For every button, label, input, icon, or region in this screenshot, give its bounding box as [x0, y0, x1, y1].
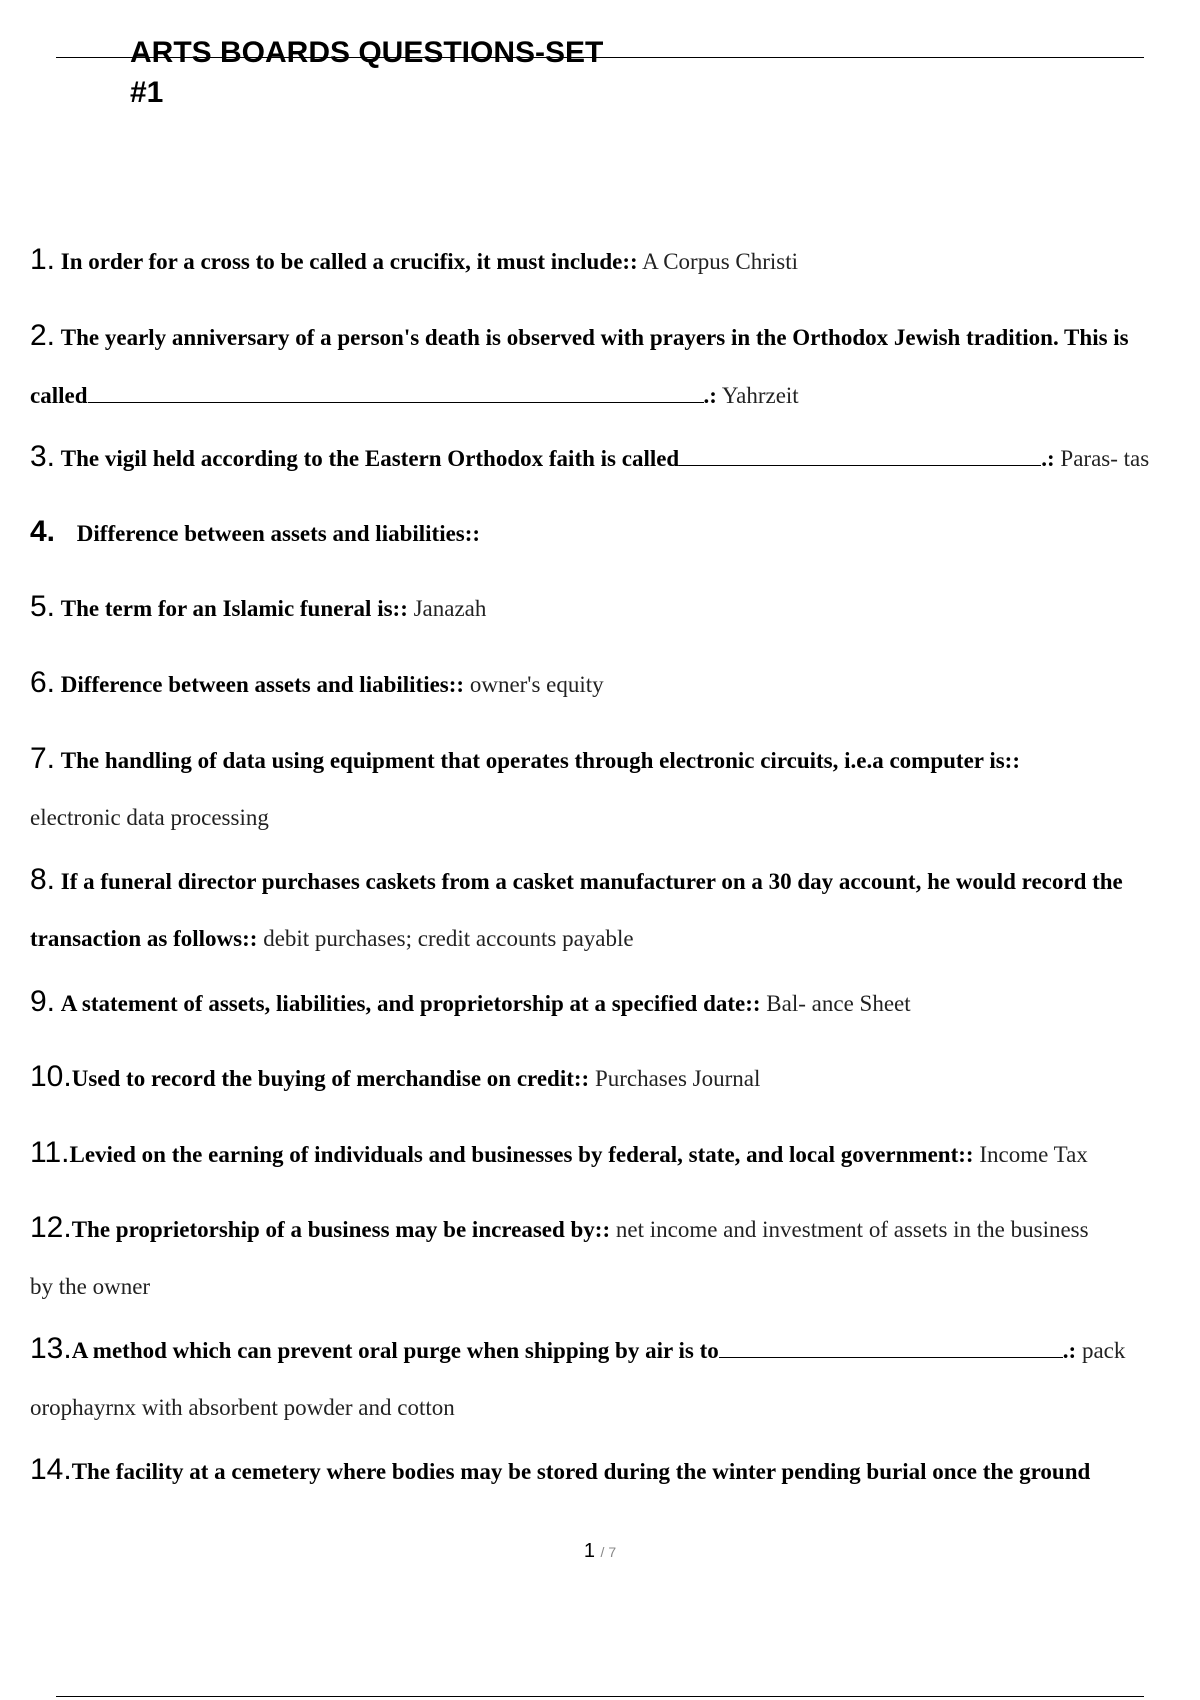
question-13-continuation [30, 1393, 455, 1423]
question-text: The term for an Islamic funeral is:: [60, 596, 408, 621]
question-6 [30, 668, 1190, 700]
answer-text: electronic data processing [30, 805, 269, 830]
bottom-rule [56, 1696, 1144, 1697]
current-page: 1 [583, 1540, 595, 1562]
question-1 [30, 245, 1190, 277]
question-text: Used to record the buying of merchandise on credit:: [71, 1066, 590, 1091]
answer-text: debit purchases; credit accounts payable [263, 926, 634, 951]
question-text: Difference between assets and liabilities:: [76, 521, 481, 546]
question-text: If a funeral director purchases caskets from a casket manufacturer on a 30 day account, he would record the [60, 869, 1123, 894]
question-text: The yearly anniversary of a person's death is observed with prayers in the Orthodox Jewish tradition. This is [60, 325, 1129, 350]
title-line1: ARTS BOARDS QUESTIONS-SET [130, 36, 604, 69]
page-title [130, 33, 603, 113]
answer-text: A Corpus Christi [642, 249, 799, 274]
question-number: 12. [30, 1211, 72, 1244]
total-pages: / 7 [600, 1544, 617, 1560]
title-line2: #1 [130, 76, 164, 109]
question-8-continuation [30, 924, 634, 954]
question-number: 10. [30, 1060, 72, 1093]
question-text: A method which can prevent oral purge when shipping by air is to [71, 1338, 719, 1363]
answer-text: owner's equity [469, 672, 604, 697]
page-indicator [0, 1540, 1200, 1563]
question-number: 1. [30, 243, 56, 276]
answer-blank [88, 384, 704, 403]
answer-text: Paras- tas [1060, 446, 1150, 471]
question-text: A statement of assets, liabilities, and proprietorship at a specified date:: [60, 991, 761, 1016]
question-number: 3. [30, 440, 56, 473]
question-number: 7. [30, 742, 56, 775]
answer-text: pack [1081, 1338, 1126, 1363]
answer-text-cont: orophayrnx with absorbent powder and cotton [30, 1395, 455, 1420]
question-10 [30, 1062, 1190, 1094]
question-12 [30, 1213, 1190, 1245]
answer-text: Bal- ance Sheet [766, 991, 911, 1016]
question-text: The facility at a cemetery where bodies may be stored during the winter pending burial once the ground [71, 1459, 1091, 1484]
question-number: 13. [30, 1332, 72, 1365]
question-8 [30, 865, 1190, 897]
question-text-cont: called [30, 383, 88, 408]
answer-text: Income Tax [979, 1142, 1088, 1167]
answer-suffix: .: [1041, 446, 1055, 471]
question-text: Levied on the earning of individuals and businesses by federal, state, and local government:: [69, 1142, 974, 1167]
question-text: The proprietorship of a business may be increased by:: [71, 1217, 611, 1242]
answer-blank [719, 1339, 1063, 1358]
question-7-continuation [30, 803, 269, 833]
question-5 [30, 592, 1190, 624]
question-9 [30, 987, 1190, 1019]
question-number: 5. [30, 590, 56, 623]
question-text: The vigil held according to the Eastern Orthodox faith is called [60, 446, 680, 471]
answer-text: Janazah [413, 596, 487, 621]
question-11 [30, 1138, 1190, 1170]
question-number: 14. [30, 1453, 72, 1486]
question-text: Difference between assets and liabilities:: [60, 672, 465, 697]
answer-text-cont: by the owner [30, 1274, 151, 1299]
question-text-cont: transaction as follows:: [30, 926, 258, 951]
answer-text: net income and investment of assets in the business [615, 1217, 1089, 1242]
question-number: 11. [30, 1136, 70, 1169]
question-12-continuation [30, 1272, 150, 1302]
question-7 [30, 744, 1190, 776]
question-number: 4. [30, 515, 56, 548]
question-number: 9. [30, 985, 56, 1018]
question-2 [30, 321, 1190, 353]
answer-text: Yahrzeit [721, 383, 799, 408]
question-text: In order for a cross to be called a crucifix, it must include:: [60, 249, 638, 274]
question-number: 6. [30, 666, 56, 699]
question-14 [30, 1455, 1190, 1487]
answer-blank [679, 447, 1041, 466]
question-4 [30, 517, 1190, 549]
question-number: 2. [30, 319, 56, 352]
answer-suffix: .: [703, 383, 717, 408]
answer-suffix: .: [1062, 1338, 1077, 1363]
question-number: 8. [30, 863, 56, 896]
question-2-continuation [30, 381, 799, 411]
question-3 [30, 442, 1190, 474]
question-13 [30, 1334, 1190, 1366]
question-text: The handling of data using equipment that operates through electronic circuits, i.e.a computer is:: [60, 748, 1020, 773]
answer-text: Purchases Journal [594, 1066, 761, 1091]
